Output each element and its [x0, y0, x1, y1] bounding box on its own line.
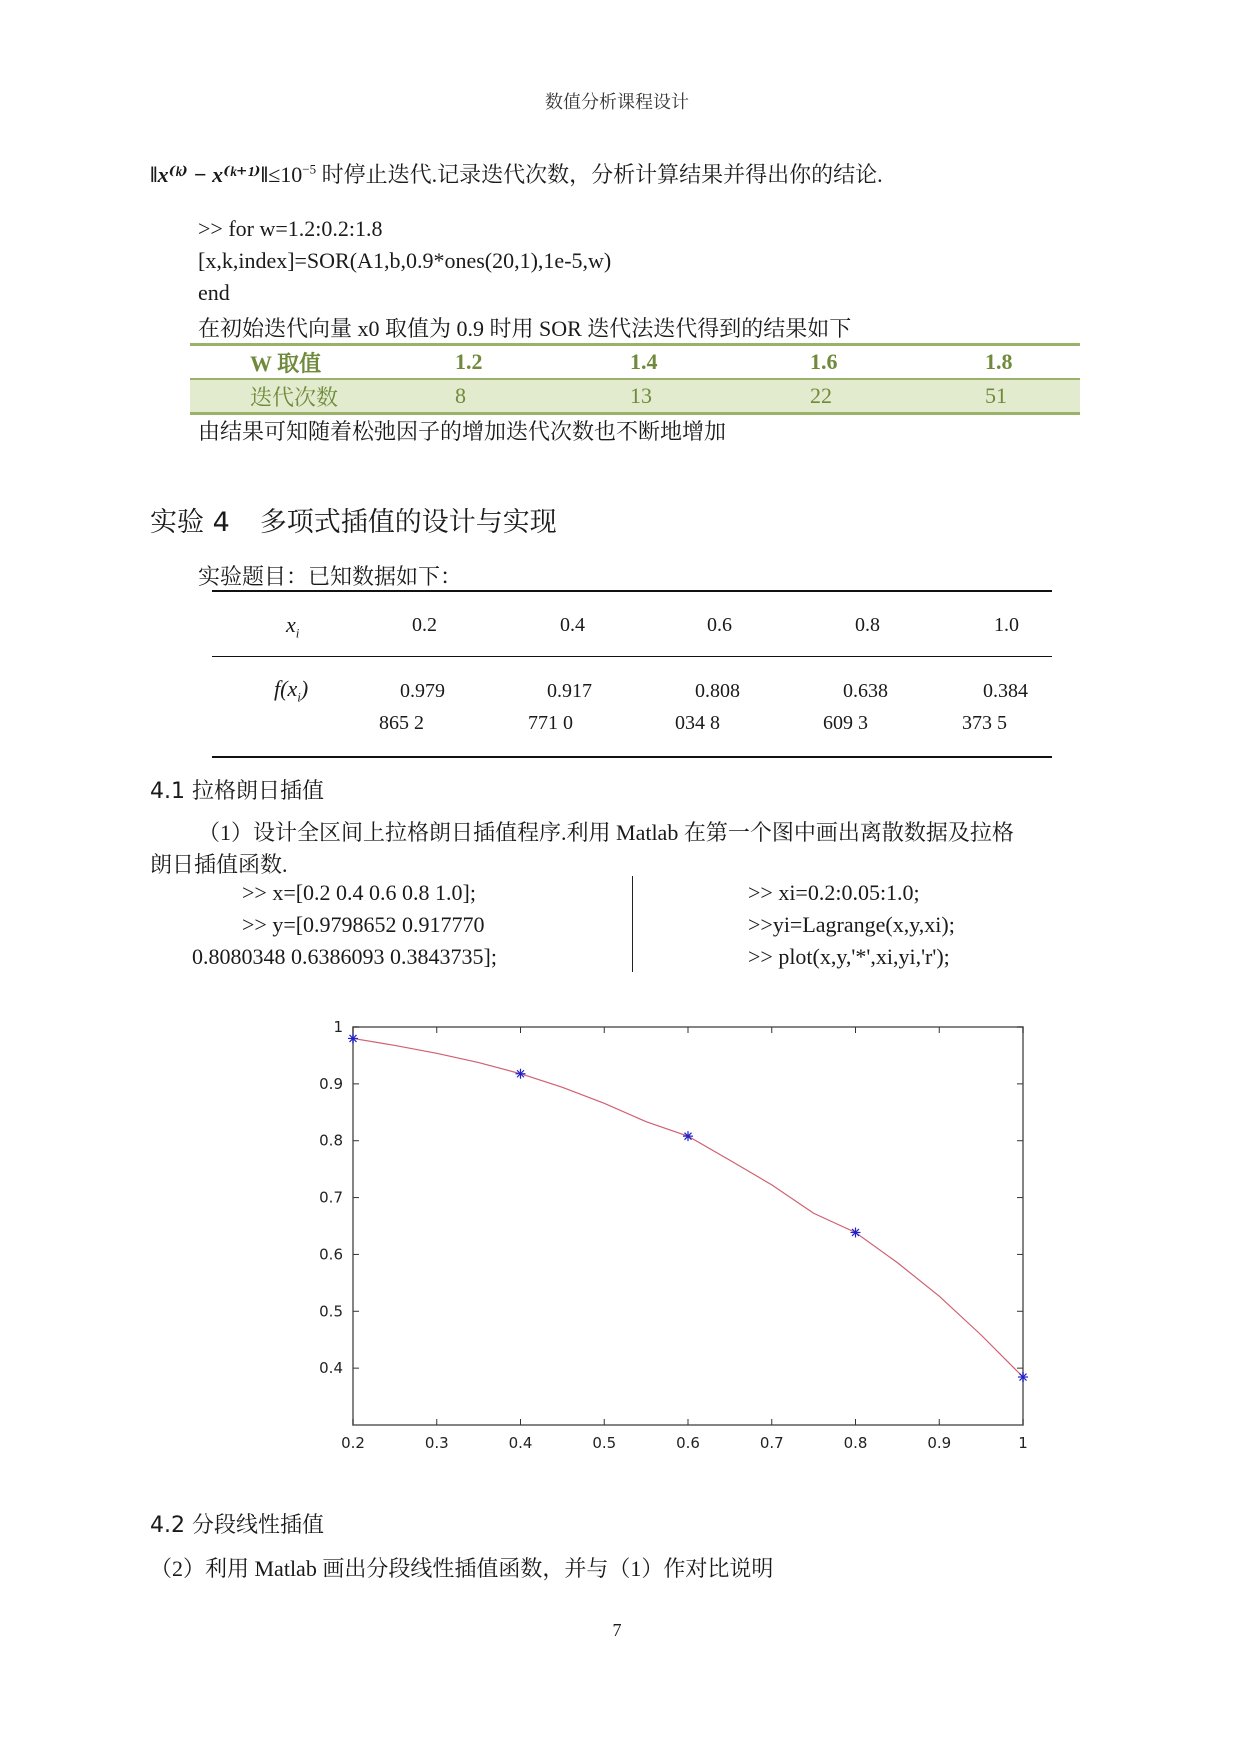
norm-expression: ‖x⁽ᵏ⁾ − x⁽ᵏ⁺¹⁾‖	[150, 162, 269, 187]
f-value-cont: 865 2	[379, 712, 424, 734]
f-value-cont: 373 5	[962, 712, 1007, 734]
x-tick-label: 0.5	[592, 1434, 617, 1452]
stop-text: 时停止迭代.记录迭代次数，分析计算结果并得出你的结论.	[316, 162, 883, 187]
code-line: >> for w=1.2:0.2:1.8	[198, 216, 383, 241]
y-tick-label: 0.5	[319, 1302, 343, 1321]
paragraph-line: 朗日插值函数.	[150, 852, 288, 877]
y-tick-label: 0.7	[319, 1188, 343, 1207]
code-line: >> x=[0.2 0.4 0.6 0.8 1.0];	[242, 880, 476, 905]
x-value: 0.6	[707, 614, 732, 636]
x-value: 0.4	[560, 614, 585, 636]
f-value: 0.808	[695, 680, 740, 702]
exponent: −5	[302, 161, 317, 177]
paragraph-line: （1）设计全区间上拉格朗日插值程序.利用 Matlab 在第一个图中画出离散数据及拉格	[198, 820, 1014, 845]
code-line: [x,k,index]=SOR(A1,b,0.9*ones(20,1),1e-5,w)	[198, 248, 612, 273]
le-symbol: ≤10	[268, 162, 303, 187]
subsection-heading: 4.2 分段线性插值	[150, 1513, 324, 1538]
table-header-row	[190, 345, 1080, 380]
sor-conclusion: 由结果可知随着松弛因子的增加迭代次数也不断地增加	[198, 419, 727, 444]
x-tick-label: 0.2	[341, 1434, 365, 1452]
code-line: >> y=[0.9798652 0.917770	[242, 912, 485, 937]
f-value-cont: 034 8	[675, 712, 720, 734]
data-point-marker	[683, 1131, 693, 1141]
table-cell: 13	[630, 379, 810, 414]
fx-label: $f(x_i)$	[274, 676, 309, 705]
sor-caption: 在初始迭代向量 x0 取值为 0.9 时用 SOR 迭代法迭代得到的结果如下	[198, 316, 852, 341]
y-tick-label: 0.4	[319, 1359, 343, 1378]
table-cell: 8	[455, 379, 630, 414]
code-line: >> plot(x,y,'*',xi,yi,'r');	[748, 944, 950, 969]
table-cell: W 取值	[190, 345, 455, 380]
x-tick-label: 0.7	[759, 1434, 784, 1452]
data-point-marker	[851, 1227, 861, 1237]
section-title: 多项式插值的设计与实现	[259, 507, 557, 538]
code-line: end	[198, 280, 230, 305]
table-top-rule	[212, 590, 1052, 592]
f-value: 0.917	[547, 680, 592, 702]
table-cell: 1.6	[810, 345, 985, 380]
x-tick-label: 0.9	[927, 1434, 952, 1452]
y-tick-label: 0.9	[319, 1074, 343, 1093]
lagrange-interpolation-chart	[300, 1010, 1060, 1470]
y-tick-label: 1	[333, 1018, 343, 1036]
f-value-cont: 771 0	[528, 712, 573, 734]
code-line: >> xi=0.2:0.05:1.0;	[748, 880, 920, 905]
code-line: 0.8080348 0.6386093 0.3843735];	[192, 944, 497, 969]
f-value: 0.638	[843, 680, 888, 702]
x-tick-label: 0.6	[676, 1434, 700, 1452]
sor-results-table	[190, 343, 1080, 415]
section-number: 实验 4	[150, 507, 230, 538]
code-line: >>yi=Lagrange(x,y,xi);	[748, 912, 955, 937]
y-tick-label: 0.8	[319, 1131, 343, 1150]
x-tick-label: 0.3	[424, 1434, 449, 1452]
x-tick-label: 1	[1018, 1434, 1028, 1452]
table-cell: 22	[810, 379, 985, 414]
table-bottom-rule	[212, 756, 1052, 758]
x-tick-label: 0.4	[508, 1434, 533, 1452]
x-value: 0.8	[855, 614, 880, 636]
f-value: 0.384	[983, 680, 1028, 702]
code-divider	[632, 876, 633, 972]
table-cell: 51	[985, 379, 1080, 414]
page-number: 7	[612, 1620, 622, 1640]
x-value: 0.2	[412, 614, 437, 636]
problem-statement: 实验题目：已知数据如下：	[198, 564, 463, 589]
table-mid-rule	[212, 656, 1052, 657]
x-label: $x_i$	[286, 612, 300, 641]
data-point-marker	[348, 1033, 358, 1043]
table-cell: 迭代次数	[190, 379, 455, 414]
subsection-heading: 4.1 拉格朗日插值	[150, 779, 324, 804]
table-cell: 1.4	[630, 345, 810, 380]
data-point-marker	[516, 1069, 526, 1079]
interpolant-curve	[353, 1038, 1023, 1377]
table-cell: 1.2	[455, 345, 630, 380]
stop-condition-line	[150, 158, 883, 189]
plot-frame	[353, 1027, 1023, 1425]
paragraph-line: （2）利用 Matlab 画出分段线性插值函数，并与（1）作对比说明	[150, 1556, 774, 1581]
f-value-cont: 609 3	[823, 712, 868, 734]
table-cell: 1.8	[985, 345, 1080, 380]
section-heading	[150, 500, 557, 539]
f-value: 0.979	[400, 680, 445, 702]
x-tick-label: 0.8	[843, 1434, 868, 1452]
running-header: 数值分析课程设计	[545, 92, 689, 112]
x-value: 1.0	[994, 614, 1019, 636]
table-row	[190, 379, 1080, 414]
y-tick-label: 0.6	[319, 1245, 343, 1264]
